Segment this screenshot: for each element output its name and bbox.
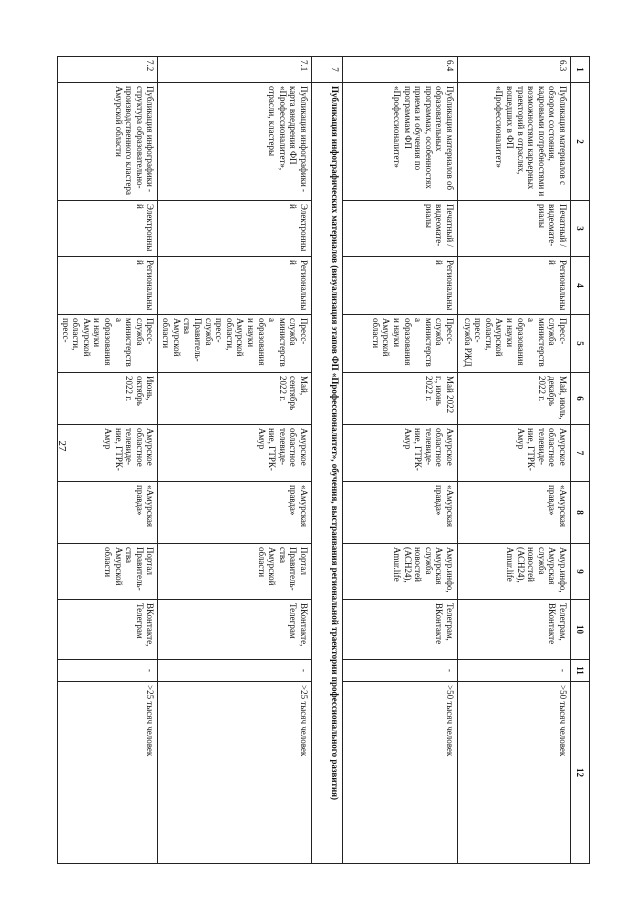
cell-activity: Публикация материалов с обзором состояния, кадровыми потребностями и возможностями карьерных траекторий в отраслях, вошедших в ФП «Профессионалитет» xyxy=(458,83,571,201)
cell-col11: - xyxy=(458,660,571,682)
row-number: 6.4 xyxy=(343,57,458,83)
cell-tv: Амурское областное телевиде-ние, ГТРК-Амур xyxy=(57,425,157,482)
header-cell: 2 xyxy=(571,83,590,201)
cell-social: Телеграм, ВКонтакте xyxy=(343,600,458,660)
cell-social: Телеграм, ВКонтакте xyxy=(458,600,571,660)
header-cell: 4 xyxy=(571,257,590,315)
cell-tv: Амурское областное телевиде-ние, ГТРК-Амур xyxy=(458,425,571,482)
cell-online: Портал Правитель-ства Амурской области xyxy=(158,544,312,600)
cell-dates: Май, июль, декабрь 2022 г. xyxy=(458,373,571,425)
section-number: 7 xyxy=(312,57,343,83)
cell-audience: >50 тысяч человек xyxy=(458,682,571,864)
header-cell: 9 xyxy=(571,544,590,600)
section-row xyxy=(312,57,343,864)
cell-col11: - xyxy=(343,660,458,682)
cell-activity: Публикация инфографики - структура образовательно-производственного кластера Амурской области xyxy=(57,83,157,201)
cell-responsible: Пресс-служба министерства образования и науки Амурской области, пресс-служба Правитель-ства Амурской области xyxy=(158,315,312,373)
cell-print: «Амурская правда» xyxy=(57,482,157,544)
header-cell: 1 xyxy=(571,57,590,83)
cell-online: Портал Правитель-ства Амурской области xyxy=(57,544,157,600)
header-cell: 7 xyxy=(571,425,590,482)
cell-level: Региональный xyxy=(343,257,458,315)
cell-activity: Публикация материалов об образовательных программах, особенностях приема и обучения по программам ФП «Профессионалитет» xyxy=(343,83,458,201)
cell-level: Региональный xyxy=(158,257,312,315)
row-number: 7.1 xyxy=(158,57,312,83)
header-cell: 11 xyxy=(571,660,590,682)
cell-social: ВКонтакте, Телеграм xyxy=(57,600,157,660)
cell-tv: Амурское областное телевиде-ние, ГТРК-Амур xyxy=(343,425,458,482)
header-cell: 6 xyxy=(571,373,590,425)
cell-responsible: Пресс-служба министерства образования и науки Амурской области xyxy=(343,315,458,373)
table-header-row xyxy=(571,57,590,864)
header-cell: 10 xyxy=(571,600,590,660)
cell-level: Региональный xyxy=(57,257,157,315)
cell-print: «Амурская правда» xyxy=(343,482,458,544)
cell-responsible: Пресс-служба министерства образования и науки Амурской области, пресс- xyxy=(57,315,157,373)
cell-audience: >25 тысяч человек xyxy=(57,682,157,864)
table-row xyxy=(57,57,157,864)
cell-activity: Публикация инфографики - карта внедрения ФП «Профессионалитет», отрасли, кластеры xyxy=(158,83,312,201)
cell-audience: >25 тысяч человек xyxy=(158,682,312,864)
cell-level: Региональный xyxy=(458,257,571,315)
cell-dates: Май 2022 г., июнь 2022 г. xyxy=(343,373,458,425)
cell-social: ВКонтакте, Телеграм xyxy=(158,600,312,660)
cell-format: Электронный xyxy=(158,201,312,257)
cell-format: Электронный xyxy=(57,201,157,257)
table-row xyxy=(343,57,458,864)
cell-responsible: Пресс-служба министерства образования и науки Амурской области, пресс-служба РЖД xyxy=(458,315,571,373)
cell-dates: Май, сентябрь 2022 г. xyxy=(158,373,312,425)
table-row xyxy=(458,57,571,864)
header-cell: 8 xyxy=(571,482,590,544)
row-number: 6.3 xyxy=(458,57,571,83)
cell-online: Амур.инфо, Амурская служба новостей (АСН24), Amur.life xyxy=(343,544,458,600)
cell-online: Амур.инфо, Амурская служба новостей (АСН24), Amur.life xyxy=(458,544,571,600)
header-cell: 5 xyxy=(571,315,590,373)
cell-format: Печатный / видеомате-риалы xyxy=(343,201,458,257)
table-row xyxy=(158,57,312,864)
section-title: Публикация инфографических материалов (визуализация этапов ФП «Профессионалитет», обучения, выстраивания региональной траектории профессионального развития) xyxy=(312,83,343,864)
cell-format: Печатный / видеомате-риалы xyxy=(458,201,571,257)
header-cell: 12 xyxy=(571,682,590,864)
row-number: 7.2 xyxy=(57,57,157,83)
cell-col11: - xyxy=(57,660,157,682)
header-cell: 3 xyxy=(571,201,590,257)
cell-print: «Амурская правда» xyxy=(458,482,571,544)
page-number: 27 xyxy=(56,440,68,452)
cell-col11: - xyxy=(158,660,312,682)
media-plan-table xyxy=(57,56,590,864)
cell-print: «Амурская правда» xyxy=(158,482,312,544)
cell-tv: Амурское областное телевиде-ние, ГТРК-Амур xyxy=(158,425,312,482)
cell-audience: >50 тысяч человек xyxy=(343,682,458,864)
cell-dates: Июнь, октябрь 2022 г. xyxy=(57,373,157,425)
